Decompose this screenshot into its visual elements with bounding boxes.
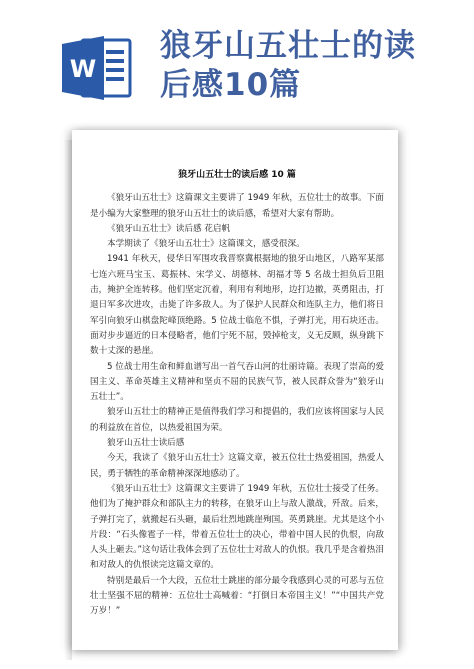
paragraph-5: 5 位战士用生命和鲜血谱写出一首气吞山河的壮丽诗篇。表现了崇高的爱国主义、革命英雄主义精神和坚贞不屈的民族气节，被人民群众誉为“狼牙山五壮士”。	[90, 361, 384, 403]
paragraph-6: 狼牙山五壮士的精神正是值得我们学习和提倡的，我们应该将国家与人民的利益放在首位，以热爱祖国为荣。	[90, 407, 384, 433]
paragraph-2: 《狼牙山五壮士》读后感 花启帆	[107, 223, 231, 234]
paper-shadow	[64, 140, 72, 660]
title-line-1: 狼牙山五壮士的读	[160, 28, 416, 64]
document-body	[90, 168, 384, 620]
paragraph-1: 《狼牙山五壮士》这篇课文主要讲了 1949 年秋，五位壮士的故事。下面是小编为大家整理的狼牙山五壮士的读后感，希望对大家有帮助。	[90, 193, 384, 219]
header	[0, 0, 474, 112]
paragraph-9: 《狼牙山五壮士》这篇课文主要讲了 1949 年秋，五位壮士接受了任务。他们为了掩护群众和部队主力的转移，在狼牙山上与敌人激战，歼敌。后来，子弹打完了，就搬起石头砸，最后壮烈地跳崖殉国。英勇跳崖。尤其是这个小片段：“石头像雹子一样，带着五位壮士的决心，带着中国人民的仇恨，向敌人头上砸去。”这句话让我体会到了五位壮士对敌人的仇恨。我几乎是含着热泪和对敌人的仇恨读完这篇文章的。	[90, 483, 384, 571]
svg-text:W: W	[69, 55, 97, 83]
title-line-2: 后感10篇	[160, 67, 302, 103]
paragraph-10: 特别是最后一个大段，五位壮士跳崖的部分最令我感到心灵的可恶与五位壮士坚强不屈的精神：五位壮士高喊着：“打倒日本帝国主义！”“中国共产党万岁！”	[90, 575, 384, 617]
document-title: 狼牙山五壮士的读后感 10 篇	[178, 170, 296, 180]
paragraph-3: 本学期读了《狼牙山五壮士》这篇课文，感受很深。	[107, 239, 305, 250]
document-page	[72, 130, 398, 650]
paragraph-8: 今天，我读了《狼牙山五壮士》这篇文章，被五位壮士热爱祖国，热爱人民，勇于牺牲的革命精神深深地感动了。	[90, 453, 384, 479]
page-title	[160, 27, 460, 105]
paragraph-7: 狼牙山五壮士读后感	[107, 438, 185, 449]
paragraph-4: 1941 年秋天，侵华日军围攻我晋察冀根据地的狼牙山地区，八路军某部七连六班马宝玉、葛振林、宋学义、胡德林、胡福才等 5 名战士担负后卫阻击，掩护全连转移。他们坚定沉着，利用有利地形，边打边撤，英勇阻击，打退日军多次进攻，击毙了许多敌人。为了保护人民群众和连队主力，他们将日军引向狼牙山棋盘陀峰顶绝路。5 位战士临危不惧，子弹打光，用石块还击。面对步步逼近的日本侵略者，他们宁死不屈，毁掉枪支，义无反顾，纵身跳下数十丈深的悬崖。	[90, 254, 384, 357]
word-document-icon	[60, 34, 136, 102]
